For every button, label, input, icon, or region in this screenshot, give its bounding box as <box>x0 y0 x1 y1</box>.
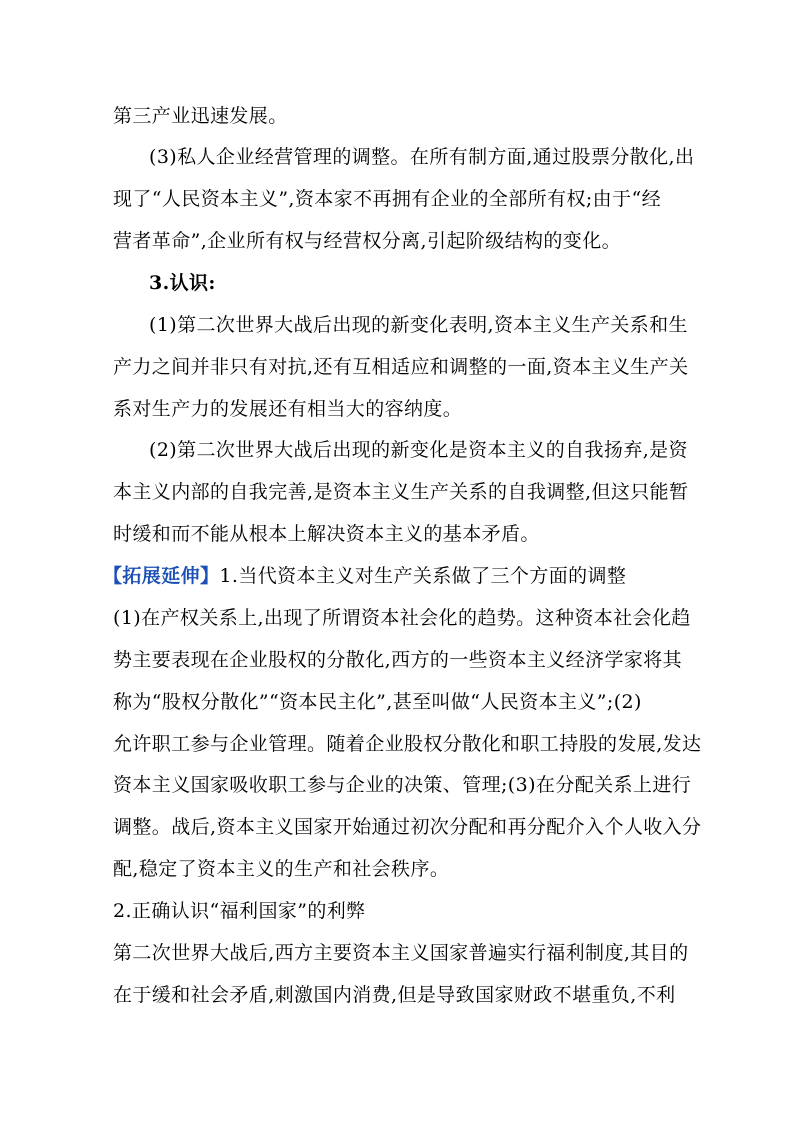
section-heading: 2.正确认识“福利国家”的利弊 <box>113 900 366 922</box>
paragraph-line: 营者革命”,企业所有权与经营权分离,引起阶级结构的变化。 <box>113 230 621 252</box>
extension-heading-text: 1.当代资本主义对生产关系做了三个方面的调整 <box>219 565 627 587</box>
paragraph-line: 现了“人民资本主义”,资本家不再拥有企业的全部所有权;由于“经 <box>113 188 661 210</box>
paragraph-line: 资本主义国家吸收职工参与企业的决策、管理;(3)在分配关系上进行 <box>113 774 692 796</box>
paragraph-line: 本主义内部的自我完善,是资本主义生产关系的自我调整,但这只能暂 <box>113 481 689 503</box>
paragraph-line: (1)在产权关系上,出现了所谓资本社会化的趋势。这种资本社会化趋 <box>113 607 691 629</box>
paragraph-line: 第三产业迅速发展。 <box>113 105 288 127</box>
paragraph-line: 时缓和而不能从根本上解决资本主义的基本矛盾。 <box>113 523 540 545</box>
paragraph-line: 调整。战后,资本主义国家开始通过初次分配和再分配介入个人收入分 <box>113 816 702 838</box>
extension-label: 【拓展延伸】 <box>103 565 220 587</box>
paragraph-line: (2)第二次世界大战后出现的新变化是资本主义的自我扬弃,是资 <box>149 439 688 461</box>
section-heading: 3.认识: <box>149 272 216 294</box>
paragraph-line: (3)私人企业经营管理的调整。在所有制方面,通过股票分散化,出 <box>149 146 695 168</box>
paragraph-line: 配,稳定了资本主义的生产和社会秩序。 <box>113 858 450 880</box>
paragraph-line: 势主要表现在企业股权的分散化,西方的一些资本主义经济学家将其 <box>113 649 683 671</box>
paragraph-line: 系对生产力的发展还有相当大的容纳度。 <box>113 398 463 420</box>
paragraph-line: 产力之间并非只有对抗,还有互相适应和调整的一面,资本主义生产关 <box>113 356 689 378</box>
paragraph-line: 允许职工参与企业管理。随着企业股权分散化和职工持股的发展,发达 <box>113 733 702 755</box>
paragraph-line: 第二次世界大战后,西方主要资本主义国家普遍实行福利制度,其目的 <box>113 942 689 964</box>
paragraph-line: 在于缓和社会矛盾,刺激国内消费,但是导致国家财政不堪重负,不利 <box>113 984 676 1006</box>
paragraph-line: 称为“股权分散化”“资本民主化”,甚至叫做“人民资本主义”;(2) <box>113 691 642 713</box>
paragraph-line: (1)第二次世界大战后出现的新变化表明,资本主义生产关系和生 <box>149 314 688 336</box>
extension-heading-line <box>103 564 688 588</box>
